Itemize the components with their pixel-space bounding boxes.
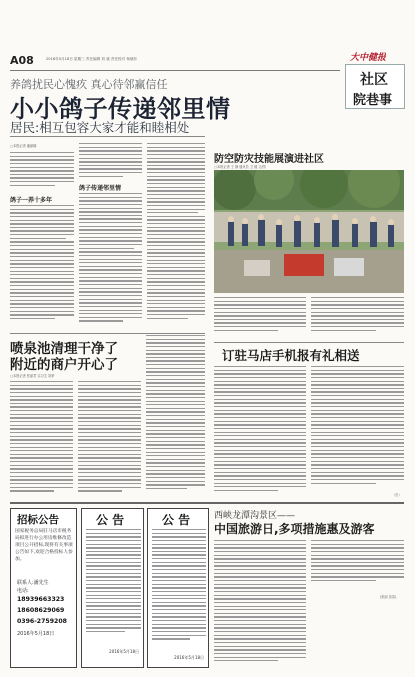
fire-drill-body-col1 bbox=[214, 297, 306, 337]
lead-body-col2a bbox=[79, 143, 142, 183]
notice-2-date: 2016年5月18日 bbox=[174, 655, 204, 660]
header-rule bbox=[10, 70, 340, 71]
notice-2-title: 公 告 bbox=[162, 513, 191, 527]
lead-kicker: 养鸽扰民心愧疚 真心待邻赢信任 bbox=[10, 78, 168, 91]
tender-body: 国家税务总局驻马店市税务局拟进行办公用房维修改造项目公开招标,现将有关事项公告如下,欢迎合格投标人参加。 bbox=[15, 529, 73, 562]
lead-byline: □本报记者 潘丽娜 bbox=[10, 144, 37, 148]
mobile-top-rule bbox=[214, 342, 404, 343]
mobile-note: （宗） bbox=[392, 493, 402, 497]
fire-drill-title: 防空防灾技能展演进社区 bbox=[214, 154, 324, 165]
section-box bbox=[345, 64, 405, 109]
section-label-community: 社区 bbox=[360, 72, 388, 88]
tourism-body-col1 bbox=[214, 540, 306, 668]
notice-1-title: 公 告 bbox=[96, 513, 125, 527]
fire-drill-body-col2 bbox=[311, 297, 404, 337]
section-label-lanes: 院巷事 bbox=[353, 93, 393, 108]
notice-1-date: 2016年5月18日 bbox=[109, 649, 139, 654]
dateline: 2016年5月18日 星期三 责任编辑 刘 斌 责任校对 杨晓东 bbox=[46, 57, 138, 61]
tender-contact: 联系人:潘先生 bbox=[17, 580, 49, 586]
fire-drill-photo-scene bbox=[214, 170, 404, 293]
lead-subtitle: 居民:相互包容大家才能和睦相处 bbox=[10, 120, 190, 135]
tender-title: 招标公告 bbox=[17, 514, 59, 526]
notice-1-body bbox=[86, 529, 141, 639]
lead-title: 小小鸽子传递邻里情 bbox=[10, 95, 231, 123]
lead-body-col1a bbox=[10, 152, 74, 190]
fountain-byline: □本报记者 张丽君 实习生 刘梦 bbox=[10, 374, 55, 378]
notice-2-body bbox=[152, 529, 206, 647]
lead-subhead-2: 鸽子传递邻里情 bbox=[79, 185, 122, 192]
lead-rule bbox=[10, 136, 205, 137]
mobile-body-col2 bbox=[311, 366, 404, 492]
mobile-title: 订驻马店手机报有礼相送 bbox=[222, 348, 360, 363]
notice-2 bbox=[147, 508, 209, 668]
paper-logo bbox=[346, 50, 402, 64]
fire-drill-byline: □本报记者 王 静 通讯员 卫 健 文/图 bbox=[214, 165, 266, 169]
tender-phone-label: 电话: bbox=[17, 588, 29, 594]
fountain-body-col1 bbox=[10, 381, 73, 498]
fountain-title-line1: 喷泉池清理干净了 bbox=[10, 341, 118, 357]
lead-body-col3 bbox=[147, 143, 205, 331]
lead-subhead-1: 鸽子一养十多年 bbox=[10, 197, 53, 204]
lead-body-col1b bbox=[10, 205, 74, 330]
fountain-body-col3 bbox=[146, 335, 205, 498]
fire-drill-photo bbox=[214, 170, 404, 293]
tender-ad bbox=[10, 508, 77, 668]
tourism-title: 中国旅游日,多项措施惠及游客 bbox=[214, 522, 375, 536]
bottom-rule bbox=[10, 502, 404, 504]
paper-name: 大中健报 bbox=[350, 53, 387, 63]
page-number: A08 bbox=[10, 54, 34, 67]
cook-top-rule bbox=[10, 333, 205, 334]
lead-body-col2b bbox=[79, 193, 142, 331]
tourism-body-col2 bbox=[311, 540, 404, 590]
notice-1 bbox=[81, 508, 144, 668]
tender-phone-3: 0396-2759208 bbox=[17, 618, 67, 625]
fountain-body-col2 bbox=[78, 381, 141, 498]
tender-phone-1: 18939663323 bbox=[17, 596, 65, 603]
tender-phone-2: 18608629069 bbox=[17, 607, 65, 614]
mobile-body-col1 bbox=[214, 366, 306, 500]
tourism-credit: (张丽 苗苗) bbox=[380, 595, 397, 599]
fountain-title-line2: 附近的商户开心了 bbox=[10, 357, 118, 373]
tender-date: 2016年5月18日 bbox=[17, 631, 55, 637]
tourism-kicker: 西峡龙潭沟景区—— bbox=[214, 511, 296, 521]
